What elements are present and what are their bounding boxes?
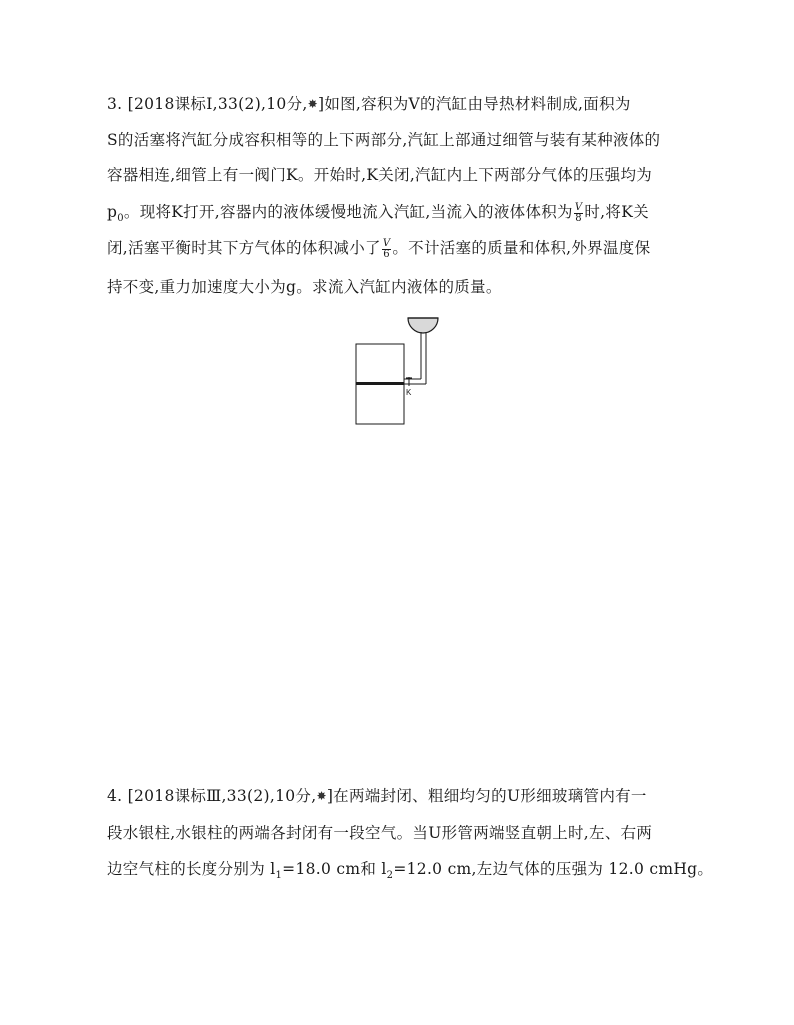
problem-3-text: ]如图,容积为V的汽缸由导热材料制成,面积为 xyxy=(317,95,631,113)
problem-3-text: 闭,活塞平衡时其下方气体的体积减小了 xyxy=(107,239,381,257)
problem-3-line-4 xyxy=(107,202,649,229)
problem-3-text: 。现将K打开,容器内的液体缓慢地流入汽缸,当流入的液体体积为 xyxy=(123,203,573,221)
problem-3-line-3: 容器相连,细管上有一阀门K。开始时,K关闭,汽缸内上下两部分气体的压强均为 xyxy=(107,166,653,184)
problem-3-text: 。不计活塞的质量和体积,外界温度保 xyxy=(392,239,651,257)
problem-3-text: 时,将K关 xyxy=(584,203,649,221)
problem-4-text: =18.0 cm和 l xyxy=(282,860,387,878)
fraction-v-over-8: $\frac{V}{8}$ xyxy=(574,201,583,224)
subscript-2: 2 xyxy=(386,870,394,882)
problem-3-line-2: S的活塞将汽缸分成容积相等的上下两部分,汽缸上部通过细管与装有某种液体的 xyxy=(107,131,661,149)
problem-4-text: 边空气柱的长度分别为 l xyxy=(107,860,276,878)
problem-3-line-5 xyxy=(107,238,650,260)
thin-tube xyxy=(421,332,426,384)
piston xyxy=(356,382,404,385)
fraction-v-over-6: $\frac{V}{6}$ xyxy=(382,237,391,260)
liquid-container xyxy=(408,318,438,333)
pressure-subscript: 0 xyxy=(117,213,124,225)
subscript-1: 1 xyxy=(275,870,283,882)
star-burst-icon: ✸ xyxy=(316,789,327,803)
problem-3-line-6: 持不变,重力加速度大小为g。求流入汽缸内液体的质量。 xyxy=(107,278,502,296)
star-burst-icon: ✸ xyxy=(307,97,318,111)
problem-4-text: ]在两端封闭、粗细均匀的U形细玻璃管内有一 xyxy=(326,787,647,805)
valve-label: K xyxy=(406,388,412,397)
problem-4-line-3 xyxy=(107,859,713,886)
problem-4-line-2: 段水银柱,水银柱的两端各封闭有一段空气。当U形管两端竖直朝上时,左、右两 xyxy=(107,824,653,842)
problem-4-source: 4. [2018课标Ⅲ,33(2),10分, xyxy=(107,787,317,805)
problem-4-text: =12.0 cm,左边气体的压强为 12.0 cmHg。 xyxy=(393,860,714,878)
problem-4-line-1 xyxy=(107,786,647,806)
tube-bend xyxy=(404,379,426,384)
cylinder-figure xyxy=(350,312,450,430)
problem-3-line-1 xyxy=(107,94,631,114)
problem-3-source: 3. [2018课标Ⅰ,33(2),10分, xyxy=(107,95,308,113)
pressure-symbol: p xyxy=(107,203,118,221)
